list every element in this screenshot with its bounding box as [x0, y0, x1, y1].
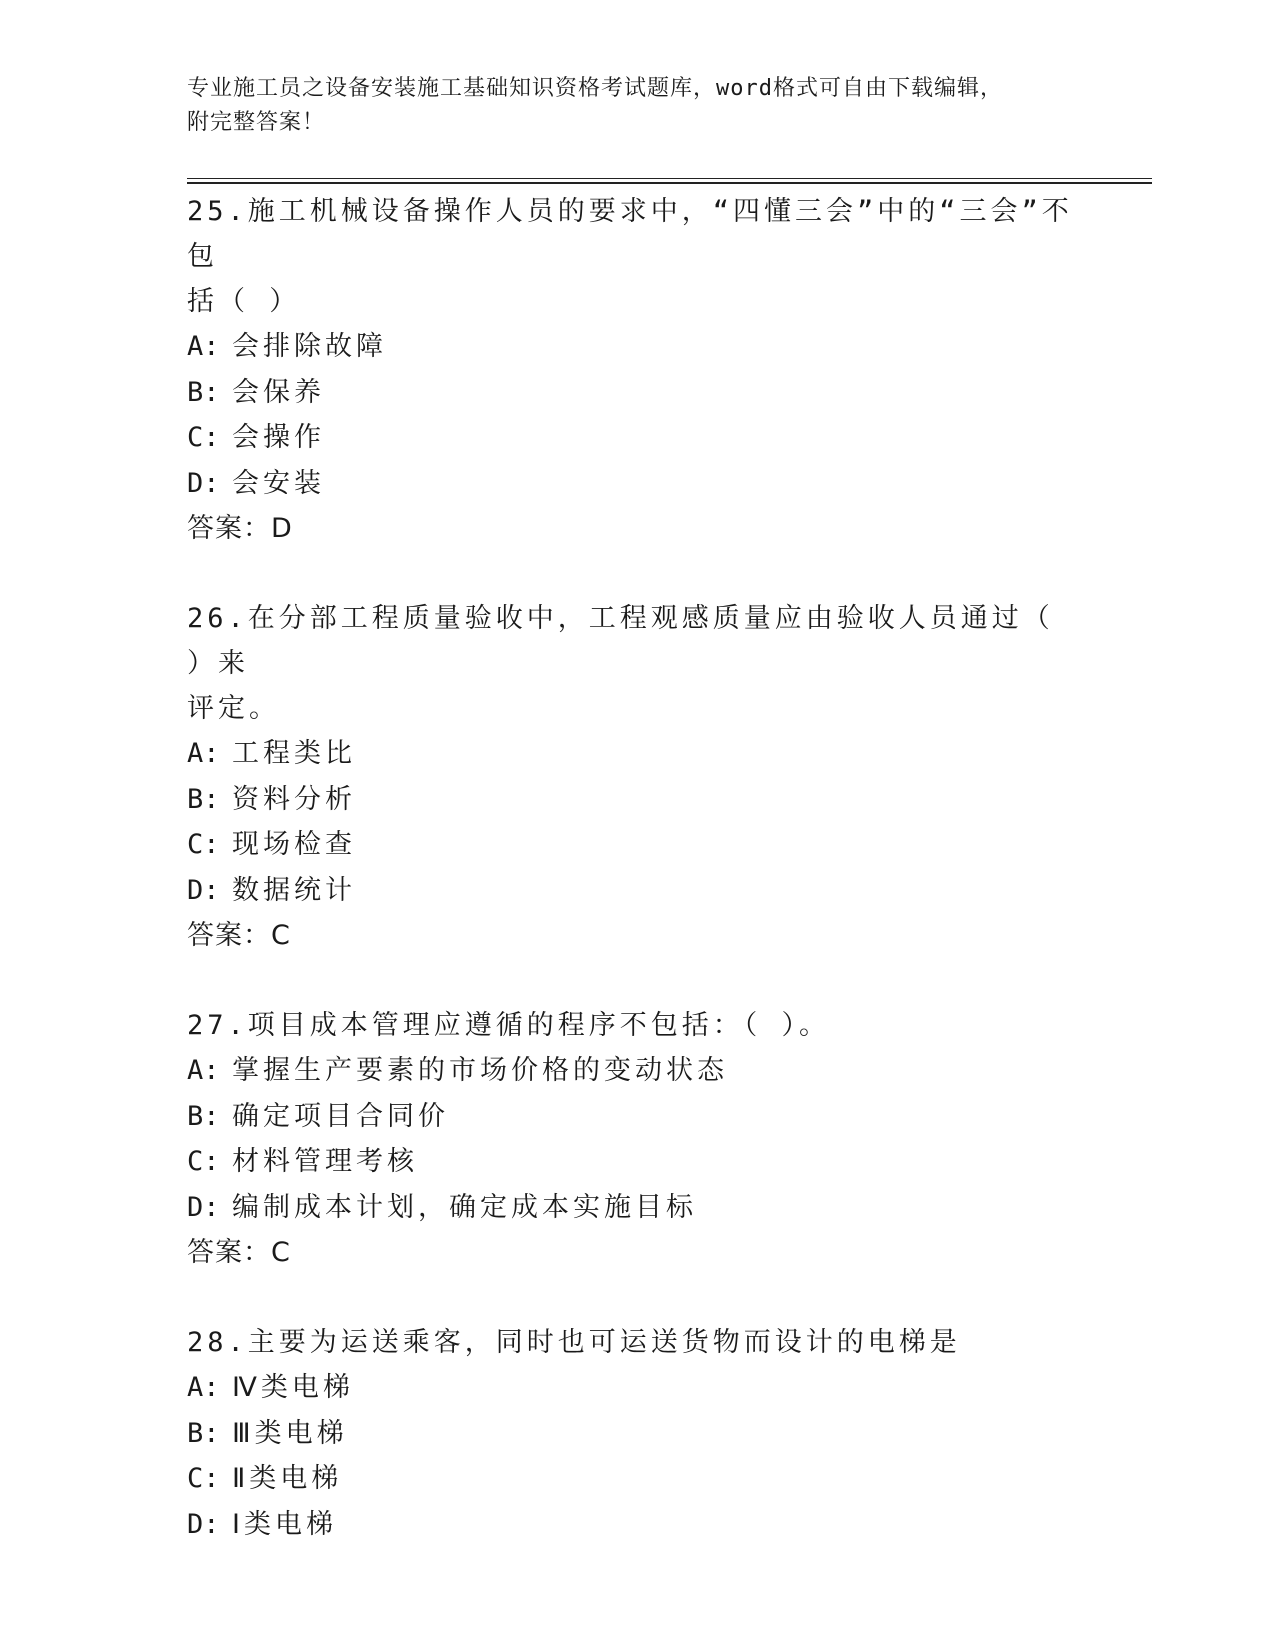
answer-line — [187, 913, 1087, 958]
answer-label: 答案： — [187, 1237, 271, 1268]
option-text: 会安装 — [232, 467, 325, 499]
answer-value: D — [271, 513, 293, 544]
option-d — [187, 868, 1087, 914]
option-text: Ⅰ类电梯 — [232, 1508, 337, 1540]
question-25 — [187, 189, 1087, 551]
option-letter: B: — [187, 1100, 220, 1132]
header-divider-thin — [187, 178, 1152, 179]
option-letter: C: — [187, 422, 220, 453]
option-letter: C: — [187, 1146, 220, 1177]
header-line-1: 专业施工员之设备安装施工基础知识资格考试题库，word格式可自由下载编辑， — [187, 76, 1003, 101]
question-text-line-1: 项目成本管理应遵循的程序不包括：（ ）。 — [247, 1010, 831, 1041]
option-text: 会操作 — [232, 422, 325, 453]
question-stem — [187, 596, 1087, 731]
option-c — [187, 822, 1087, 868]
option-letter: B: — [187, 376, 220, 408]
option-letter: A: — [187, 331, 220, 362]
question-list — [187, 189, 1087, 1592]
option-letter: C: — [187, 1463, 220, 1494]
header-line-2: 附完整答案！ — [187, 110, 326, 135]
answer-label: 答案： — [187, 513, 271, 544]
answer-value: C — [271, 920, 291, 951]
option-letter: D: — [187, 874, 220, 906]
option-d — [187, 461, 1087, 507]
option-letter: D: — [187, 467, 220, 499]
answer-line — [187, 506, 1087, 551]
option-letter: D: — [187, 1508, 220, 1540]
option-d — [187, 1502, 1087, 1548]
option-text: 确定项目合同价 — [232, 1100, 449, 1132]
option-text: 现场检查 — [232, 829, 356, 860]
header-divider-thick — [187, 182, 1152, 184]
option-text: Ⅱ类电梯 — [232, 1463, 343, 1494]
option-a — [187, 1365, 1087, 1411]
option-letter: C: — [187, 829, 220, 860]
answer-label: 答案： — [187, 920, 271, 951]
option-b — [187, 1411, 1087, 1457]
question-text-line-1: 施工机械设备操作人员的要求中，“四懂三会”中的“三会”不包 — [187, 196, 1073, 272]
option-letter: B: — [187, 783, 220, 815]
question-number: 26. — [187, 603, 248, 634]
option-b — [187, 1094, 1087, 1140]
question-stem — [187, 1320, 1087, 1365]
option-c — [187, 1139, 1087, 1185]
option-text: 编制成本计划，确定成本实施目标 — [232, 1191, 697, 1223]
option-a — [187, 731, 1087, 777]
question-number: 25. — [187, 196, 248, 227]
question-text-line-1: 在分部工程质量验收中，工程观感质量应由验收人员通过（ ）来 — [187, 603, 1054, 679]
option-d — [187, 1185, 1087, 1231]
option-letter: A: — [187, 1055, 220, 1086]
option-text: Ⅳ类电梯 — [232, 1372, 354, 1403]
answer-value: C — [271, 1237, 291, 1268]
option-text: Ⅲ类电梯 — [232, 1417, 348, 1449]
option-text: 数据统计 — [232, 874, 356, 906]
option-letter: A: — [187, 1372, 220, 1403]
option-text: 工程类比 — [232, 738, 356, 769]
option-text: 会排除故障 — [232, 331, 387, 362]
question-number: 28. — [187, 1327, 248, 1358]
option-letter: A: — [187, 738, 220, 769]
question-28 — [187, 1320, 1087, 1547]
option-text: 材料管理考核 — [232, 1146, 418, 1177]
question-number: 27. — [187, 1010, 248, 1041]
question-stem — [187, 189, 1087, 324]
option-b — [187, 777, 1087, 823]
option-c — [187, 1456, 1087, 1502]
question-text-line-1: 主要为运送乘客，同时也可运送货物而设计的电梯是 — [247, 1327, 961, 1358]
option-b — [187, 370, 1087, 416]
option-text: 掌握生产要素的市场价格的变动状态 — [232, 1055, 728, 1086]
option-text: 资料分析 — [232, 783, 356, 815]
document-header — [187, 72, 1087, 140]
question-text-line-2: 括（ ） — [187, 286, 301, 317]
option-a — [187, 324, 1087, 370]
option-text: 会保养 — [232, 376, 325, 408]
option-c — [187, 415, 1087, 461]
option-letter: B: — [187, 1417, 220, 1449]
option-letter: D: — [187, 1191, 220, 1223]
question-stem — [187, 1003, 1087, 1048]
question-26 — [187, 596, 1087, 958]
question-27 — [187, 1003, 1087, 1275]
answer-line — [187, 1230, 1087, 1275]
question-text-line-2: 评定。 — [187, 693, 280, 724]
option-a — [187, 1048, 1087, 1094]
